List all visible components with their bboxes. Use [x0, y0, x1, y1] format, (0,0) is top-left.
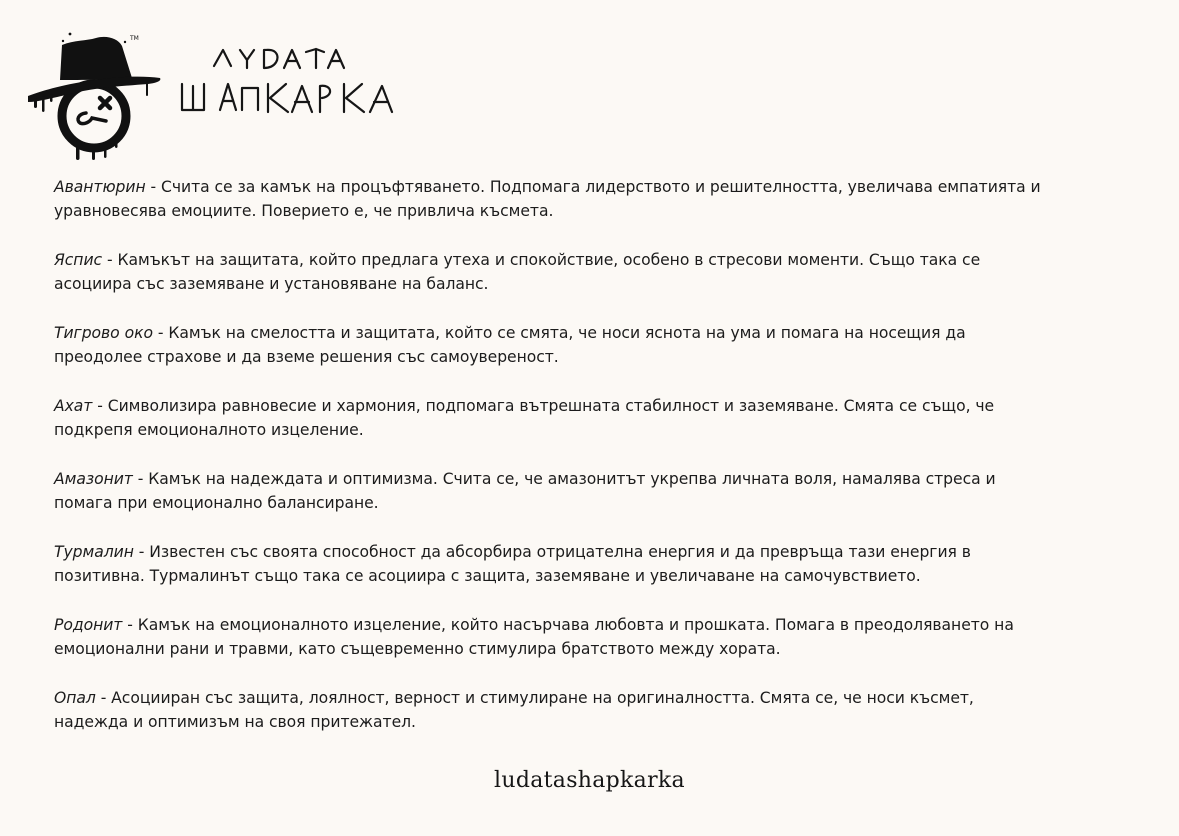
entry-line-1 [54, 321, 1154, 345]
stone-description: - Камъкът на защитата, който предлага утеха и спокойствие, особено в стресови моменти. Също така се [102, 251, 981, 269]
stone-name: Амазонит [54, 470, 133, 488]
stone-entry-jasper [54, 248, 1154, 296]
stone-name: Тигрово око [54, 324, 153, 342]
stone-entry-rhodonite [54, 613, 1154, 661]
stone-description: - Символизира равновесие и хармония, подпомага вътрешната стабилност и заземяване. Смята се също, че [92, 397, 995, 415]
entry-line-2: помага при емоционално балансиране. [54, 494, 379, 512]
brand-wordmark [178, 38, 418, 128]
entry-line-1 [54, 540, 1154, 564]
entry-line-1 [54, 394, 1154, 418]
wordmark-line1 [214, 49, 344, 68]
entry-line-2: позитивна. Турмалинът също така се асоциира с защита, заземяване и увеличаване на самочувствието. [54, 567, 921, 585]
entry-line-2: уравновесява емоциите. Поверието е, че привлича късмета. [54, 202, 554, 220]
stone-name: Яспис [54, 251, 103, 269]
entry-line-2: подкрепя емоционалното изцеление. [54, 421, 364, 439]
entry-line-1 [54, 613, 1154, 637]
entry-line-1 [54, 686, 1154, 710]
hat-skull-logo-icon [26, 28, 166, 168]
entry-line-1 [54, 467, 1154, 491]
stone-name: Ахат [54, 397, 93, 415]
entry-line-1 [54, 248, 1154, 272]
stone-name: Авантюрин [54, 178, 146, 196]
stone-description: - Камък на надеждата и оптимизма. Счита се, че амазонитът укрепва личната воля, намалява стреса и [132, 470, 996, 488]
wordmark-line2 [182, 84, 392, 112]
entry-line-2: асоциира със заземяване и установяване на баланс. [54, 275, 489, 293]
stone-description: - Счита се за камък на процъфтяването. Подпомага лидерството и решителността, увеличава емпатията и [145, 178, 1041, 196]
stone-entry-tourmaline [54, 540, 1154, 588]
entry-line-2: надежда и оптимизъм на своя притежател. [54, 713, 416, 731]
entry-line-2: преодолее страхове и да вземе решения със самоувереност. [54, 348, 559, 366]
entry-line-1 [54, 175, 1154, 199]
stone-description: - Асоцииран със защита, лоялност, верност и стимулиране на оригиналността. Смята се, че носи късмет, [95, 689, 974, 707]
svg-text:TM: TM [130, 35, 139, 42]
stone-name: Родонит [54, 616, 123, 634]
stone-name: Турмалин [54, 543, 134, 561]
entry-line-2: емоционални рани и травми, като същевременно стимулира братството между хората. [54, 640, 781, 658]
stone-entry-agate [54, 394, 1154, 442]
stone-description: - Известен със своята способност да абсорбира отрицателна енергия и да превръща тази енергия в [133, 543, 971, 561]
footer-handle: ludatashapkarka [494, 768, 685, 793]
stone-description: - Камък на смелостта и защитата, който се смята, че носи яснота на ума и помага на носещия да [152, 324, 966, 342]
stone-entry-opal [54, 686, 1154, 734]
stone-entry-amazonite [54, 467, 1154, 515]
stone-description: - Камък на емоционалното изцеление, който насърчава любовта и прошката. Помага в преодоляването на [122, 616, 1014, 634]
stone-entry-tigers-eye [54, 321, 1154, 369]
stone-entry-aventurine [54, 175, 1154, 223]
stone-name: Опал [54, 689, 96, 707]
